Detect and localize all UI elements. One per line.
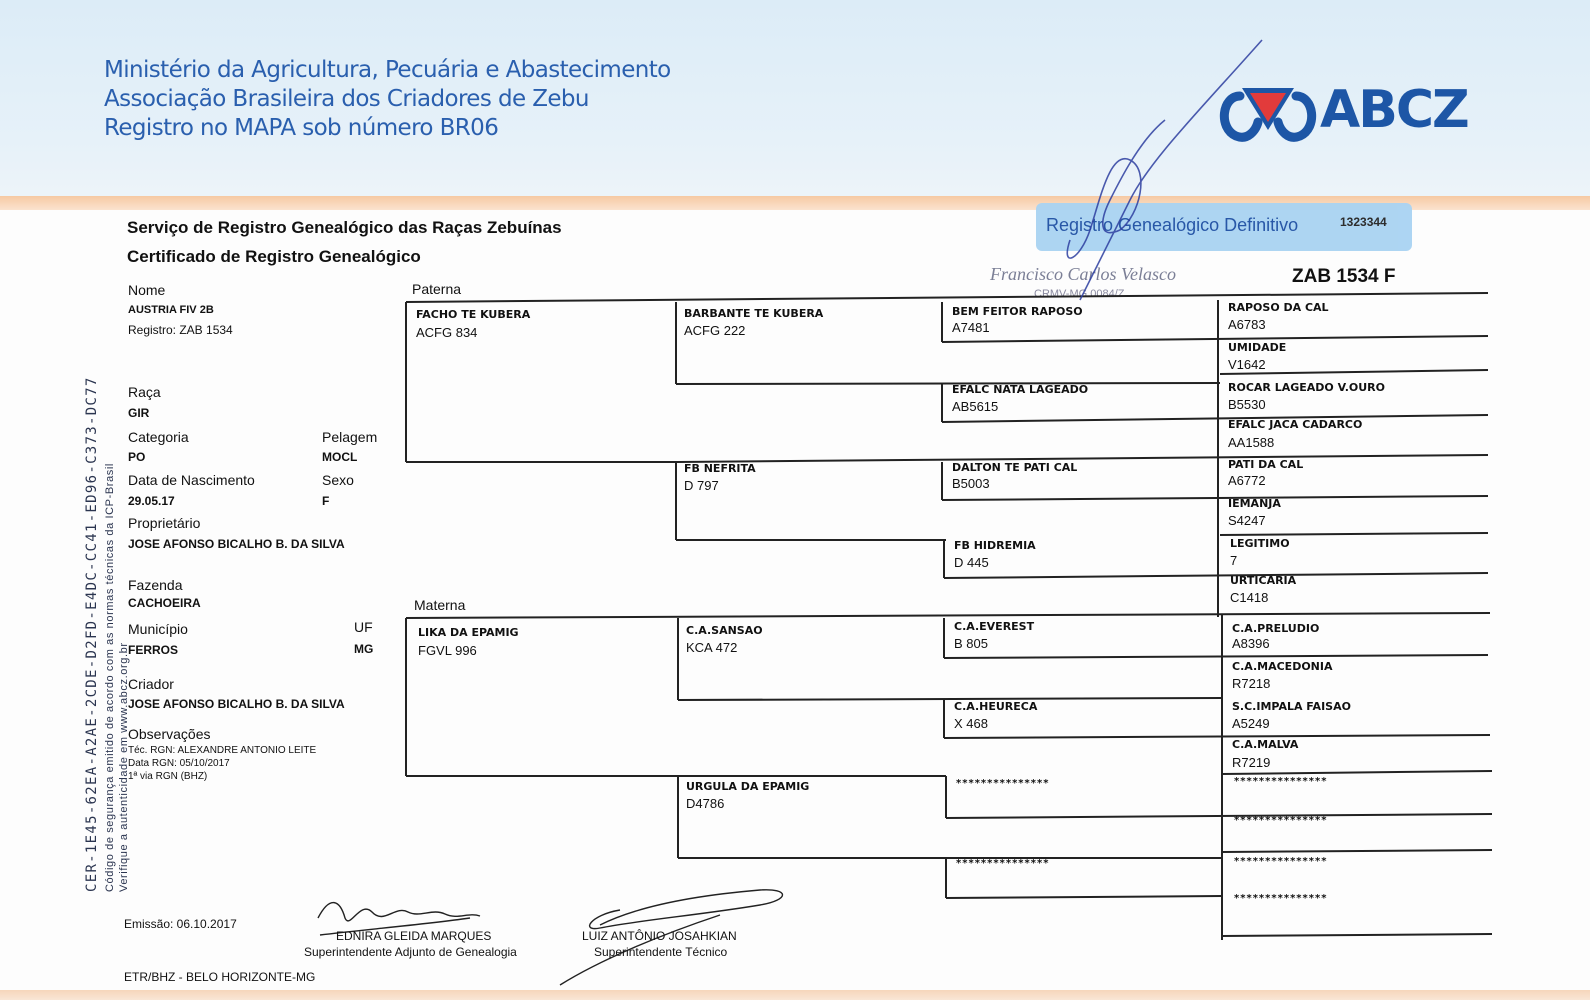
office-location: ETR/BHZ - BELO HORIZONTE-MG xyxy=(124,970,316,984)
nome-value: AUSTRIA FIV 2B xyxy=(128,304,214,316)
gen3-reg-6: X 468 xyxy=(954,716,988,731)
gen4-reg-8: C1418 xyxy=(1230,590,1269,605)
gen4-name-1: RAPOSO DA CAL xyxy=(1228,301,1329,314)
gen3-reg-1: A7481 xyxy=(952,320,990,335)
gen3-name-2: EFALC NATA LAGEADO xyxy=(952,383,1089,396)
uf-value: MG xyxy=(354,642,374,656)
gen4-reg-4: AA1588 xyxy=(1228,435,1275,450)
nome-label: Nome xyxy=(128,282,166,298)
ministry-line-2: Associação Brasileira dos Criadores de Zebu xyxy=(104,86,589,112)
gen4-reg-2: V1642 xyxy=(1228,357,1266,372)
mae-reg: FGVL 996 xyxy=(418,643,477,658)
pai-name: FACHO TE KUBERA xyxy=(416,308,531,321)
gen3-name-8: *************** xyxy=(956,858,1050,869)
nascimento-value: 29.05.17 xyxy=(128,494,175,508)
gen3-name-3: DALTON TE PATI CAL xyxy=(952,461,1078,474)
gen2-reg-3: KCA 472 xyxy=(686,640,738,655)
categoria-value: PO xyxy=(128,450,146,464)
materna-label: Materna xyxy=(414,597,466,613)
gen3-name-1: BEM FEITOR RAPOSO xyxy=(952,305,1083,318)
stamp-crmv: CRMV-MG 0084/Z xyxy=(1034,288,1125,300)
raca-value: GIR xyxy=(128,406,150,420)
obs-line-1: Téc. RGN: ALEXANDRE ANTONIO LEITE xyxy=(128,745,317,756)
gen4-reg-12: R7219 xyxy=(1232,755,1271,770)
obs-line-2: Data RGN: 05/10/2017 xyxy=(128,758,230,769)
signer2-name: LUIZ ANTÔNIO JOSAHKIAN xyxy=(582,929,737,943)
gen3-reg-2: AB5615 xyxy=(952,399,999,414)
abcz-logo-text: ABCZ xyxy=(1320,80,1468,140)
signer1-name: EDNIRA GLEIDA MARQUES xyxy=(336,929,492,943)
gen4-name-3: ROCAR LAGEADO V.OURO xyxy=(1228,381,1385,394)
gen4-name-15: *************** xyxy=(1234,856,1328,867)
gen3-reg-4: D 445 xyxy=(954,555,989,570)
categoria-label: Categoria xyxy=(128,429,189,445)
gen4-reg-5: A6772 xyxy=(1228,473,1266,488)
raca-label: Raça xyxy=(128,384,161,400)
service-title: Serviço de Registro Genealógico das Raças Zebuínas xyxy=(127,218,562,237)
gen4-name-12: C.A.MALVA xyxy=(1232,738,1299,751)
gen4-reg-3: B5530 xyxy=(1228,397,1266,412)
ministry-line-1: Ministério da Agricultura, Pecuária e Abastecimento xyxy=(104,57,671,83)
gen4-name-16: *************** xyxy=(1234,893,1328,904)
observacoes-label: Observações xyxy=(128,726,211,742)
ministry-line-3: Registro no MAPA sob número BR06 xyxy=(104,115,499,141)
uf-label: UF xyxy=(354,619,373,635)
municipio-value: FERROS xyxy=(128,643,179,657)
signer1-title: Superintendente Adjunto de Genealogia xyxy=(304,945,517,959)
sexo-label: Sexo xyxy=(322,472,354,488)
gen4-name-13: *************** xyxy=(1234,776,1328,787)
gen4-reg-10: R7218 xyxy=(1232,676,1271,691)
proprietario-label: Proprietário xyxy=(128,515,201,531)
municipio-label: Município xyxy=(128,621,188,637)
nascimento-label: Data de Nascimento xyxy=(128,472,255,488)
authenticity-note: Verifique a autenticidade em www.abcz.org.br xyxy=(118,642,130,892)
certificate-title: Certificado de Registro Genealógico xyxy=(127,247,421,266)
registro-value: Registro: ZAB 1534 xyxy=(128,323,233,337)
obs-line-3: 1ª via RGN (BHZ) xyxy=(128,771,208,782)
gen2-reg-1: ACFG 222 xyxy=(684,323,746,338)
gen2-name-4: URGULA DA EPAMIG xyxy=(686,780,810,793)
gen4-reg-11: A5249 xyxy=(1232,716,1270,731)
gen2-reg-4: D4786 xyxy=(686,796,725,811)
signer2-title: Superintendente Técnico xyxy=(594,945,728,959)
gen4-name-11: S.C.IMPALA FAISAO xyxy=(1232,700,1351,713)
sexo-value: F xyxy=(322,494,330,508)
emissao-date: Emissão: 06.10.2017 xyxy=(124,917,237,931)
gen2-reg-2: D 797 xyxy=(684,478,719,493)
gen4-reg-7: 7 xyxy=(1230,553,1238,568)
gen4-name-9: C.A.PRELUDIO xyxy=(1232,622,1320,635)
gen3-reg-3: B5003 xyxy=(952,476,990,491)
gen2-name-1: BARBANTE TE KUBERA xyxy=(684,307,824,320)
mae-name: LIKA DA EPAMIG xyxy=(418,626,519,639)
pelagem-label: Pelagem xyxy=(322,429,378,445)
gen4-name-10: C.A.MACEDONIA xyxy=(1232,660,1333,673)
stamp-label: Registro Genealógico Definitivo xyxy=(1046,215,1299,235)
gen2-name-3: C.A.SANSAO xyxy=(686,624,763,637)
gen4-name-8: URTICARIA xyxy=(1230,574,1297,587)
gen3-reg-5: B 805 xyxy=(954,636,988,651)
paterna-label: Paterna xyxy=(412,281,462,297)
security-code: CER-1E45-62EA-A2AE-2CDE-D2FD-E4DC-CC41-ED96-C373-DC77 xyxy=(84,376,100,892)
gen3-name-6: C.A.HEURECA xyxy=(954,700,1038,713)
security-note: Código de segurança emitido de acordo com as normas técnicas da ICP-Brasil xyxy=(104,463,116,892)
pai-reg: ACFG 834 xyxy=(416,325,478,340)
gen3-name-7: *************** xyxy=(956,778,1050,789)
fazenda-label: Fazenda xyxy=(128,577,183,593)
criador-label: Criador xyxy=(128,676,174,692)
gen4-reg-9: A8396 xyxy=(1232,636,1270,651)
stamp-signer-name: Francisco Carlos Velasco xyxy=(990,264,1176,284)
gen2-name-2: FB NEFRITA xyxy=(684,462,756,475)
gen4-name-4: EFALC JACA CADARCO xyxy=(1228,418,1363,431)
signature-overlay xyxy=(1067,40,1262,300)
gen4-name-14: *************** xyxy=(1234,815,1328,826)
gen4-reg-6: S4247 xyxy=(1228,513,1266,528)
gen4-name-2: UMIDADE xyxy=(1228,341,1287,354)
gen3-name-4: FB HIDREMIA xyxy=(954,539,1036,552)
animal-code: ZAB 1534 F xyxy=(1292,266,1396,287)
proprietario-value: JOSE AFONSO BICALHO B. DA SILVA xyxy=(128,537,345,551)
pelagem-value: MOCL xyxy=(322,450,358,464)
gen4-name-6: IEMANJA xyxy=(1228,497,1281,510)
gen4-name-7: LEGITIMO xyxy=(1230,537,1290,550)
gen3-name-5: C.A.EVEREST xyxy=(954,620,1035,633)
fazenda-value: CACHOEIRA xyxy=(128,596,201,610)
gen4-name-5: PATI DA CAL xyxy=(1228,458,1304,471)
criador-value: JOSE AFONSO BICALHO B. DA SILVA xyxy=(128,697,345,711)
stamp-number: 1323344 xyxy=(1340,215,1387,229)
gen4-reg-1: A6783 xyxy=(1228,317,1266,332)
